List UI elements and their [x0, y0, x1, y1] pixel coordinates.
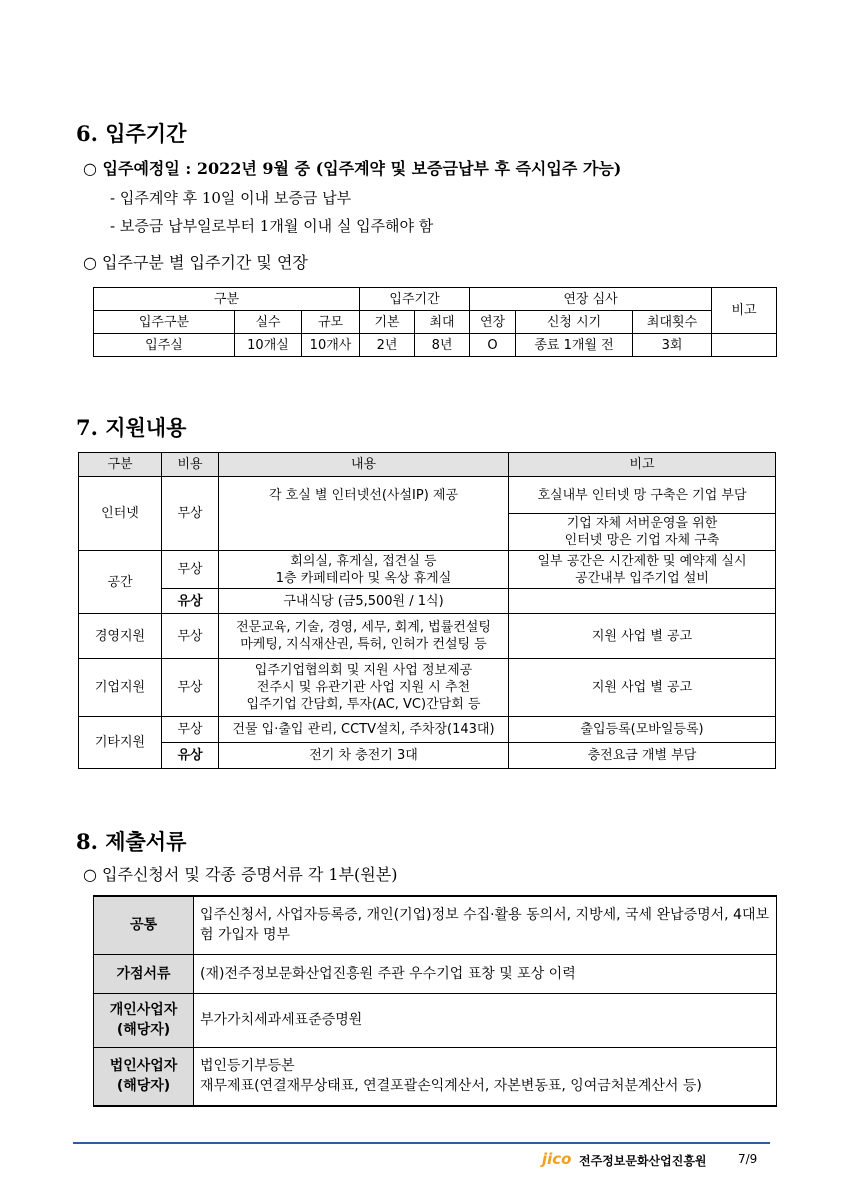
cell-gubun-company: 기업지원: [79, 659, 162, 717]
th-size: 규모: [302, 311, 360, 334]
cell-maxcount: 3회: [633, 334, 712, 357]
th-note: 비고: [712, 288, 777, 334]
cell-note: [712, 334, 777, 357]
cell-rooms: 10개실: [235, 334, 302, 357]
cell-note: 지원 사업 별 공고: [509, 659, 776, 717]
cell-base: 2년: [360, 334, 415, 357]
cell-cost: 무상: [162, 551, 219, 589]
footer-divider: [73, 1142, 770, 1144]
value-corporate: [194, 1047, 777, 1106]
th-maxcount: 최대횟수: [633, 311, 712, 334]
cell-content: 건물 입·출입 관리, CCTV설치, 주차장(143대): [219, 717, 509, 743]
cell-note: [509, 551, 776, 589]
cell-cost: 무상: [162, 614, 219, 659]
value-line: 재무제표(연결재무상태표, 연결포괄손익계산서, 자본변동표, 잉여금처분계산서 등): [200, 1078, 702, 1095]
cell-cost: 무상: [162, 717, 219, 743]
cell-gubun-space: 공간: [79, 551, 162, 614]
footer-org-name: 전주정보문화산업진흥원: [579, 1154, 707, 1168]
cell-note: 지원 사업 별 공고: [509, 614, 776, 659]
value-individual: 부가가치세과세표준증명원: [194, 993, 777, 1047]
table-row: [79, 717, 776, 743]
label-line: (해당자): [116, 1078, 171, 1095]
table-row: [94, 896, 777, 954]
cell-note: 호실내부 인터넷 망 구축은 기업 부담: [509, 477, 776, 514]
note-line: 일부 공간은 시간제한 및 예약제 실시: [537, 553, 747, 569]
value-common: 입주신청서, 사업자등록증, 개인(기업)정보 수집·활용 동의서, 지방세, 국세 완납증명서, 4대보험 가입자 명부: [194, 896, 777, 954]
cell-gubun-etc: 기타지원: [79, 717, 162, 769]
th-period: 입주기간: [360, 288, 470, 311]
cell-cost: 무상: [162, 477, 219, 551]
section6-bullet-move-in-date: ○ 입주예정일 : 2022년 9월 중 (입주계약 및 보증금납부 후 즉시입주 가능): [83, 159, 622, 178]
cell-cost: 유상: [162, 589, 219, 614]
cell-cost: 무상: [162, 659, 219, 717]
label-line: 개인사업자: [109, 1002, 178, 1018]
cell-gubun-management: 경영지원: [79, 614, 162, 659]
footer-logo: jico: [542, 1150, 572, 1168]
cell-content: [219, 659, 509, 717]
cell-note: [509, 514, 776, 551]
cell-note: 충전요금 개별 부담: [509, 743, 776, 769]
table-row: [79, 614, 776, 659]
cell-cost: 유상: [162, 743, 219, 769]
table-row: [79, 743, 776, 769]
table-row: [79, 551, 776, 589]
support-table-header: [79, 453, 776, 477]
section6-bullet-period: ○ 입주구분 별 입주기간 및 연장: [83, 253, 308, 272]
note-line: 인터넷 망은 기업 자체 구축: [564, 533, 720, 548]
th-type: 입주구분: [94, 311, 235, 334]
section6-sub-deposit: - 입주계약 후 10일 이내 보증금 납부: [110, 189, 352, 207]
content-line: 입주기업 간담회, 투자(AC, VC)간담회 등: [246, 697, 481, 712]
table-row: [94, 334, 777, 357]
label-individual: [94, 993, 194, 1047]
th-cost: 비용: [162, 453, 219, 477]
table-row: [79, 659, 776, 717]
period-table: [93, 287, 777, 357]
th-gubun: 구분: [79, 453, 162, 477]
th-extension: 연장 심사: [470, 288, 712, 311]
period-table-header-2: [94, 311, 777, 334]
value-bonus: (재)전주정보문화산업진흥원 주관 우수기업 표창 및 포상 이력: [194, 954, 777, 993]
content-line: 입주기업협의회 및 지원 사업 정보제공: [254, 663, 473, 678]
label-line: 법인사업자: [109, 1058, 178, 1075]
table-row: [79, 477, 776, 514]
page-number: 7/9: [738, 1152, 758, 1166]
cell-max: 8년: [415, 334, 470, 357]
content-line: 마케팅, 지식재산권, 특허, 인허가 컨설팅 등: [240, 637, 487, 652]
section8-title: 8. 제출서류: [76, 829, 187, 854]
table-row: [94, 993, 777, 1047]
cell-note: [509, 589, 776, 614]
cell-content: [219, 614, 509, 659]
label-line: (해당자): [116, 1022, 171, 1038]
cell-type: 입주실: [94, 334, 235, 357]
content-line: 전문교육, 기술, 경영, 세무, 회계, 법률컨설팅: [236, 620, 491, 635]
label-bonus: 가점서류: [94, 954, 194, 993]
label-common: 공통: [94, 896, 194, 954]
th-content: 내용: [219, 453, 509, 477]
th-note: 비고: [509, 453, 776, 477]
label-corporate: [94, 1047, 194, 1106]
cell-note: 출입등록(모바일등록): [509, 717, 776, 743]
content-line: 1층 카페테리아 및 옥상 휴게실: [275, 570, 452, 586]
documents-table: [93, 895, 777, 1107]
th-rooms: 실수: [235, 311, 302, 334]
cell-apply: 종료 1개월 전: [516, 334, 633, 357]
section6-sub-move-in-deadline: - 보증금 납부일로부터 1개월 이내 실 입주해야 함: [110, 217, 434, 235]
th-ext: 연장: [470, 311, 516, 334]
support-table: [78, 452, 776, 769]
cell-size: 10개사: [302, 334, 360, 357]
th-max: 최대: [415, 311, 470, 334]
cell-content: 각 호실 별 인터넷선(사설IP) 제공: [219, 477, 509, 551]
section6-title: 6. 입주기간: [76, 121, 187, 146]
note-line: 공간내부 입주기업 설비: [575, 570, 709, 586]
period-table-header-1: [94, 288, 777, 311]
cell-content: 구내식당 (금5,500원 / 1식): [219, 589, 509, 614]
cell-ext: O: [470, 334, 516, 357]
note-line: 기업 자체 서버운영을 위한: [566, 516, 718, 531]
table-row: [94, 954, 777, 993]
th-apply: 신청 시기: [516, 311, 633, 334]
cell-content: 전기 차 충전기 3대: [219, 743, 509, 769]
content-line: 회의실, 휴게실, 접견실 등: [290, 553, 437, 569]
cell-content: [219, 551, 509, 589]
th-base: 기본: [360, 311, 415, 334]
section7-title: 7. 지원내용: [76, 415, 187, 440]
th-gubun: 구분: [94, 288, 360, 311]
content-line: 전주시 및 유관기관 사업 지원 시 추천: [256, 680, 471, 695]
section8-bullet-documents: ○ 입주신청서 및 각종 증명서류 각 1부(원본): [83, 865, 398, 884]
cell-gubun-internet: 인터넷: [79, 477, 162, 551]
table-row: [79, 589, 776, 614]
value-line: 법인등기부등본: [200, 1058, 295, 1075]
table-row: [94, 1047, 777, 1106]
